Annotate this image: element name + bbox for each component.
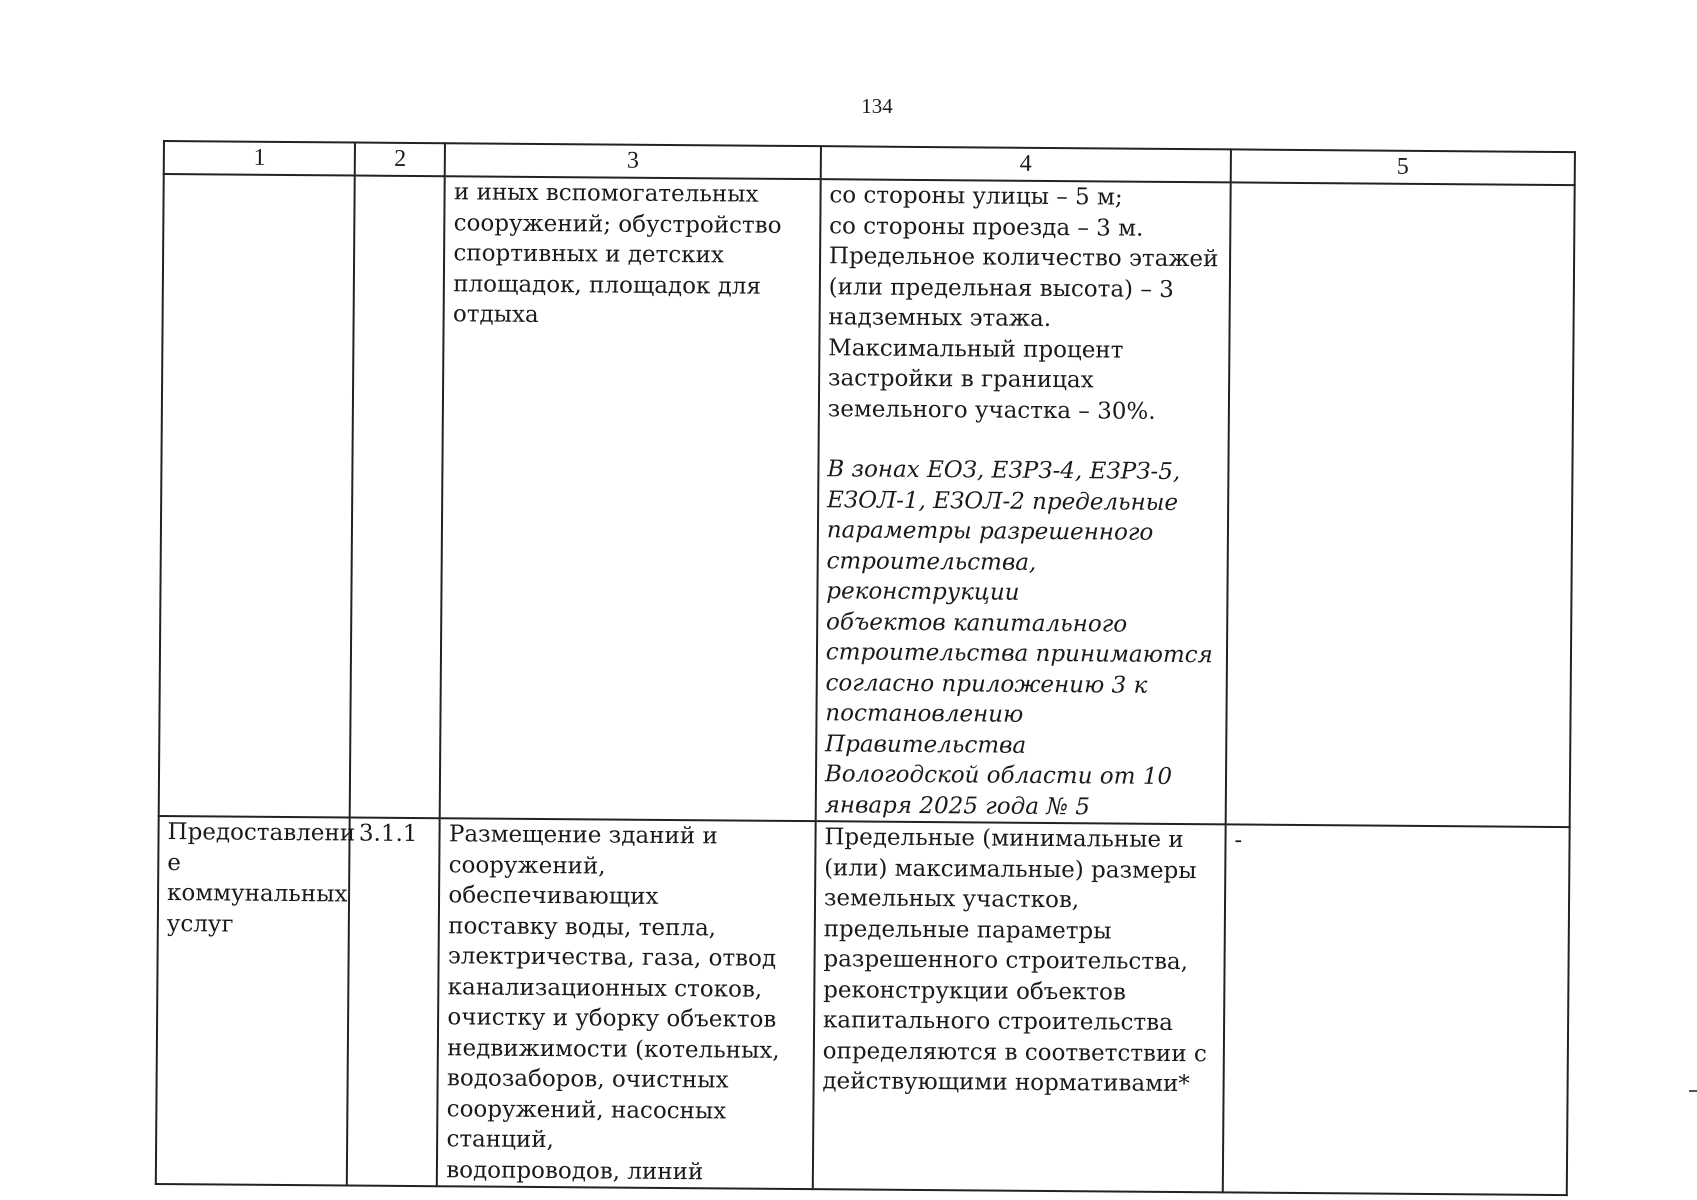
cell-code: 3.1.1 [347, 817, 440, 1186]
header-col-5: 5 [1231, 149, 1575, 185]
header-col-2: 2 [355, 143, 445, 177]
header-col-3: 3 [445, 143, 821, 179]
cell-restrictions: - [1223, 824, 1570, 1195]
header-col-4: 4 [821, 146, 1231, 182]
zone-note-text: В зонах ЕОЗ, ЕЗРЗ-4, ЕЗРЗ-5, ЕЗОЛ-1, ЕЗОЛ-2 предельные параметры разрешенного строительства, реконструкции объектов капитального строительства принимаются согласно приложению 3 к постановлению Правительства Вологодской области от 10 января 2025 года № 5 [824, 456, 1213, 820]
regulation-table [155, 140, 1576, 1196]
table-row [156, 816, 1570, 1195]
cell-code [350, 176, 445, 819]
cell-description: Размещение зданий и сооружений, обеспечивающих поставку воды, тепла, электричества, газа, отвод канализационных стоков, очистку и уборку объектов недвижимости (котельных, водозаборов, очистных сооружений, насосных станций, водопроводов, линий [437, 818, 815, 1189]
scan-edge-mark [1689, 1090, 1697, 1092]
cell-parameters: Предельные (минимальные и (или) максимальные) размеры земельных участков, предельные параметры разрешенного строительства, реконструкции объектов капитального строительства определяются в соответствии с действующими нормативами* [813, 821, 1226, 1192]
cell-restrictions [1226, 182, 1575, 827]
cell-parameters [815, 179, 1230, 824]
header-col-1: 1 [164, 141, 356, 176]
cell-use-name [159, 174, 355, 817]
page-number: 134 [861, 94, 893, 118]
cell-description: и иных вспомогательных сооружений; обустройство спортивных и детских площадок, площадок для отдыха [440, 176, 821, 821]
table-row [159, 174, 1575, 827]
parameters-text: со стороны улицы – 5 м; со стороны проезда – 3 м. Предельное количество этажей (или предельная высота) – 3 надземных этажа. Максимальный процент застройки в границах земельного участка – 30%. [827, 182, 1219, 425]
cell-use-name: Предоставлени е коммунальных услуг [156, 816, 350, 1185]
